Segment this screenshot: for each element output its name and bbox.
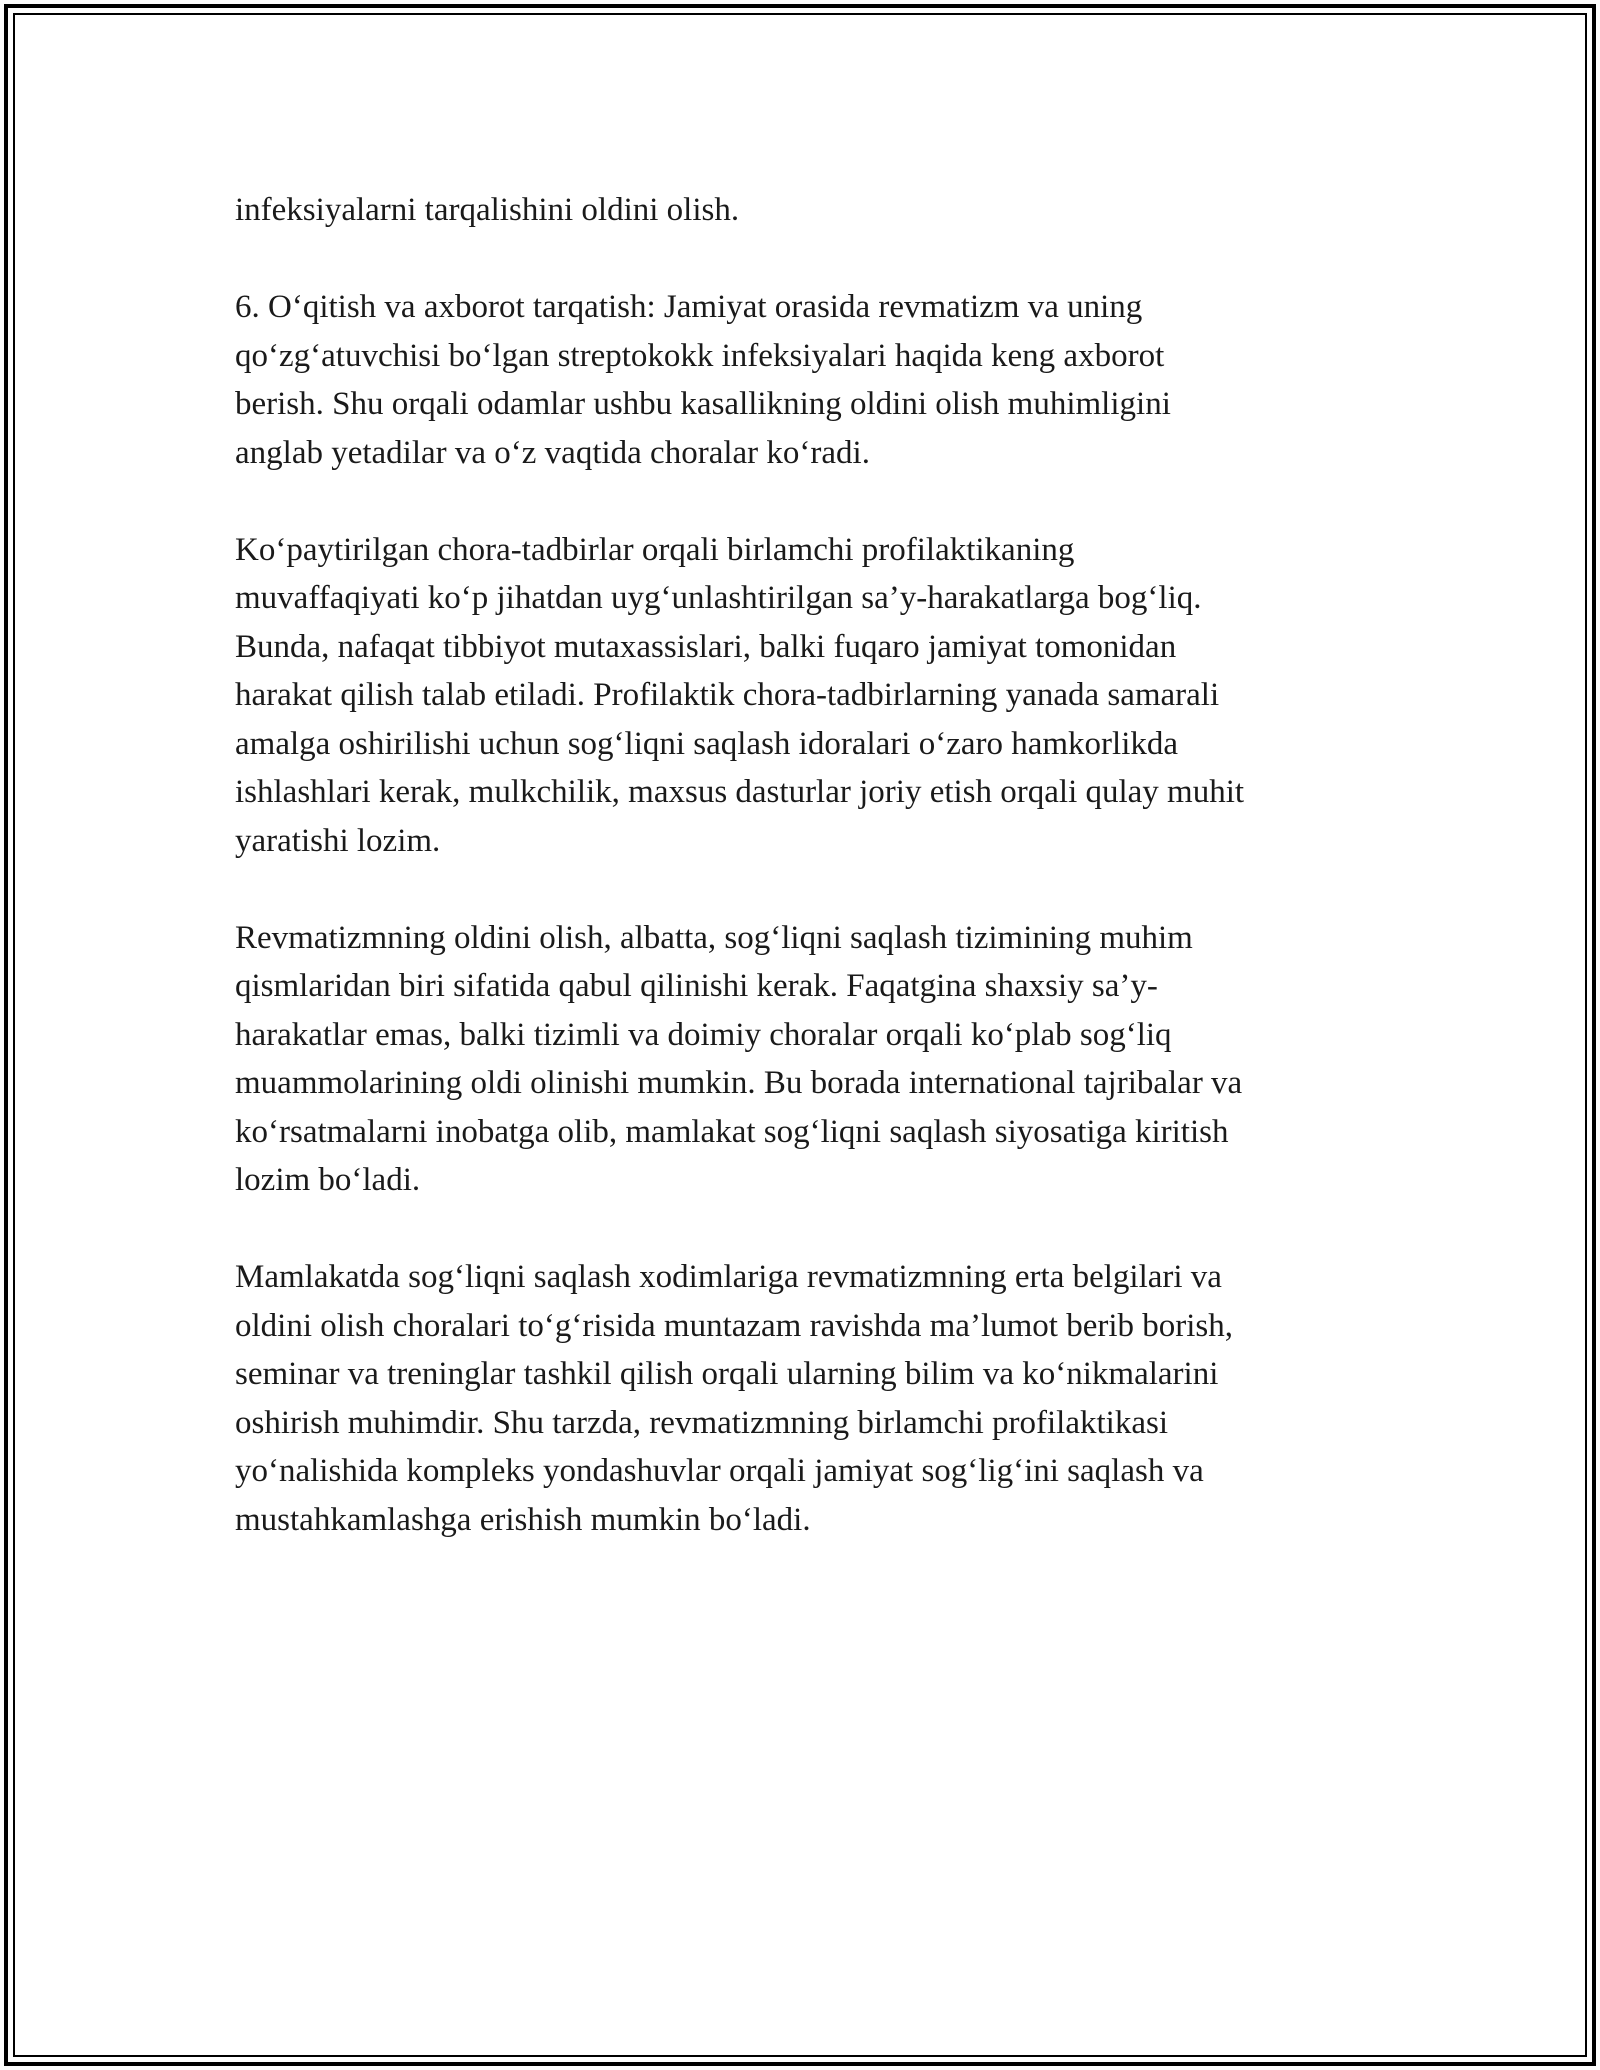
- text-line: yaratishi lozim.: [235, 822, 441, 859]
- paragraph-staff-training: [235, 1253, 1385, 1544]
- text-line: anglab yetadilar va o‘z vaqtida choralar ko‘radi.: [235, 434, 870, 471]
- text-line: qismlaridan biri sifatida qabul qilinishi kerak. Faqatgina shaxsiy sa’y-: [235, 968, 1158, 1004]
- text-line: qo‘zg‘atuvchisi bo‘lgan streptokokk infeksiyalari haqida keng axborot: [235, 337, 1165, 374]
- text-line: muammolarining oldi olinishi mumkin. Bu borada international tajribalar va: [235, 1065, 1243, 1101]
- text-line: seminar va treninglar tashkil qilish orqali ularning bilim va ko‘nikmalarini: [235, 1356, 1219, 1392]
- text-line: lozim bo‘ladi.: [235, 1162, 421, 1198]
- text-line: Revmatizmning oldini olish, albatta, sog‘liqni saqlash tizimining muhim: [235, 919, 1193, 956]
- document-body: [235, 186, 1385, 1593]
- text-line: 6. O‘qitish va axborot tarqatish: Jamiyat orasida revmatizm va uning: [235, 289, 1143, 325]
- text-line: harakatlar emas, balki tizimli va doimiy choralar orqali ko‘plab sog‘liq: [235, 1016, 1172, 1053]
- text-line: ko‘rsatmalarni inobatga olib, mamlakat sog‘liqni saqlash siyosatiga kiritish: [235, 1113, 1229, 1150]
- text-line: muvaffaqiyati ko‘p jihatdan uyg‘unlashtirilgan sa’y-harakatlarga bog‘liq.: [235, 580, 1202, 616]
- text-line: yo‘nalishida kompleks yondashuvlar orqali jamiyat sog‘lig‘ini saqlash va: [235, 1453, 1204, 1489]
- paragraph-coordinated-measures: [235, 526, 1385, 866]
- text-line: Ko‘paytirilgan chora-tadbirlar orqali birlamchi profilaktikaning: [235, 531, 1075, 568]
- paragraph-infection-continuation: [235, 186, 1385, 235]
- text-line: oldini olish choralari to‘g‘risida muntazam ravishda ma’lumot berib borish,: [235, 1307, 1234, 1344]
- paragraph-health-system-priority: [235, 914, 1385, 1205]
- text-line: amalga oshirilishi uchun sog‘liqni saqlash idoralari o‘zaro hamkorlikda: [235, 725, 1179, 762]
- text-line: berish. Shu orqali odamlar ushbu kasallikning oldini olish muhimligini: [235, 386, 1171, 422]
- text-line: infeksiyalarni tarqalishini oldini olish.: [235, 192, 740, 228]
- text-line: ishlashlari kerak, mulkchilik, maxsus dasturlar joriy etish orqali qulay muhit: [235, 774, 1245, 810]
- text-line: oshirish muhimdir. Shu tarzda, revmatizmning birlamchi profilaktikasi: [235, 1404, 1168, 1441]
- text-line: harakat qilish talab etiladi. Profilaktik chora-tadbirlarning yanada samarali: [235, 677, 1220, 713]
- text-line: Mamlakatda sog‘liqni saqlash xodimlariga revmatizmning erta belgilari va: [235, 1259, 1222, 1295]
- text-line: mustahkamlashga erishish mumkin bo‘ladi.: [235, 1501, 811, 1538]
- paragraph-education-and-information: [235, 283, 1385, 477]
- text-line: Bunda, nafaqat tibbiyot mutaxassislari, balki fuqaro jamiyat tomonidan: [235, 628, 1177, 665]
